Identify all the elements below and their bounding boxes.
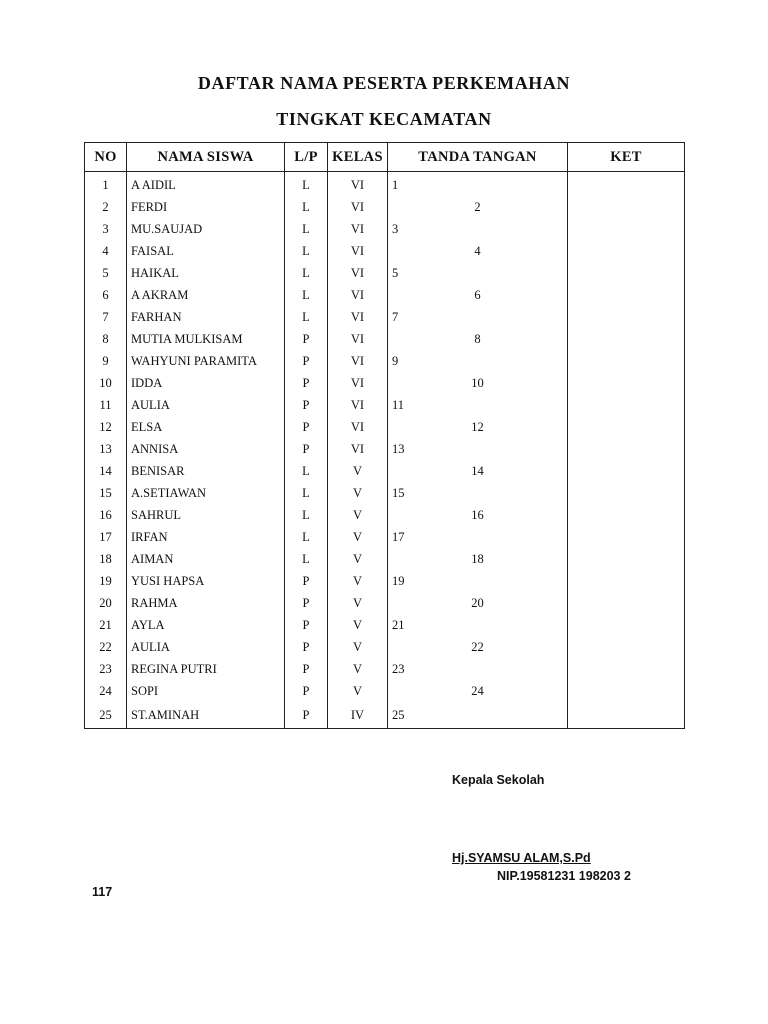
cell-tanda-tangan: 2 <box>388 196 568 218</box>
cell-kelas: V <box>328 592 388 614</box>
cell-nama-siswa: BENISAR <box>127 460 285 482</box>
cell-kelas: V <box>328 570 388 592</box>
cell-ket <box>568 658 685 680</box>
cell-lp: L <box>285 460 328 482</box>
cell-lp: P <box>285 350 328 372</box>
cell-nama-siswa: IRFAN <box>127 526 285 548</box>
table-row <box>85 172 685 197</box>
cell-nama-siswa: FERDI <box>127 196 285 218</box>
cell-ket <box>568 614 685 636</box>
cell-no: 21 <box>85 614 127 636</box>
cell-ket <box>568 548 685 570</box>
cell-nama-siswa: WAHYUNI PARAMITA <box>127 350 285 372</box>
cell-kelas: V <box>328 548 388 570</box>
cell-lp: P <box>285 570 328 592</box>
cell-kelas: VI <box>328 196 388 218</box>
cell-ket <box>568 636 685 658</box>
cell-nama-siswa: AULIA <box>127 636 285 658</box>
cell-no: 18 <box>85 548 127 570</box>
cell-no: 16 <box>85 504 127 526</box>
cell-kelas: IV <box>328 702 388 729</box>
cell-lp: L <box>285 306 328 328</box>
cell-kelas: VI <box>328 262 388 284</box>
header-ket: KET <box>568 143 685 172</box>
cell-kelas: VI <box>328 394 388 416</box>
cell-no: 5 <box>85 262 127 284</box>
cell-lp: L <box>285 504 328 526</box>
cell-tanda-tangan: 21 <box>388 614 568 636</box>
cell-lp: P <box>285 680 328 702</box>
cell-ket <box>568 680 685 702</box>
table-row <box>85 614 685 636</box>
cell-no: 10 <box>85 372 127 394</box>
cell-nama-siswa: MUTIA MULKISAM <box>127 328 285 350</box>
cell-lp: P <box>285 658 328 680</box>
table-row <box>85 416 685 438</box>
cell-ket <box>568 394 685 416</box>
signature-nip: NIP.19581231 198203 2 <box>497 869 631 883</box>
cell-nama-siswa: FARHAN <box>127 306 285 328</box>
table-row <box>85 460 685 482</box>
cell-lp: P <box>285 614 328 636</box>
table-row <box>85 262 685 284</box>
cell-tanda-tangan: 1 <box>388 172 568 197</box>
cell-kelas: V <box>328 460 388 482</box>
cell-tanda-tangan: 14 <box>388 460 568 482</box>
cell-nama-siswa: ANNISA <box>127 438 285 460</box>
cell-kelas: V <box>328 504 388 526</box>
cell-tanda-tangan: 3 <box>388 218 568 240</box>
cell-ket <box>568 284 685 306</box>
cell-no: 9 <box>85 350 127 372</box>
cell-lp: P <box>285 372 328 394</box>
cell-tanda-tangan: 16 <box>388 504 568 526</box>
cell-kelas: V <box>328 636 388 658</box>
cell-lp: P <box>285 438 328 460</box>
cell-no: 8 <box>85 328 127 350</box>
cell-lp: P <box>285 416 328 438</box>
cell-ket <box>568 372 685 394</box>
cell-lp: L <box>285 482 328 504</box>
cell-ket <box>568 482 685 504</box>
cell-tanda-tangan: 8 <box>388 328 568 350</box>
cell-tanda-tangan: 4 <box>388 240 568 262</box>
table-row <box>85 240 685 262</box>
cell-no: 7 <box>85 306 127 328</box>
cell-lp: P <box>285 592 328 614</box>
cell-ket <box>568 504 685 526</box>
table-row <box>85 482 685 504</box>
cell-kelas: V <box>328 526 388 548</box>
cell-lp: L <box>285 196 328 218</box>
cell-nama-siswa: A AIDIL <box>127 172 285 197</box>
table-row <box>85 526 685 548</box>
cell-nama-siswa: A.SETIAWAN <box>127 482 285 504</box>
cell-no: 22 <box>85 636 127 658</box>
cell-ket <box>568 526 685 548</box>
cell-tanda-tangan: 13 <box>388 438 568 460</box>
document-title: DAFTAR NAMA PESERTA PERKEMAHAN <box>197 73 571 93</box>
cell-no: 11 <box>85 394 127 416</box>
cell-no: 6 <box>85 284 127 306</box>
header-row <box>85 143 685 172</box>
cell-ket <box>568 438 685 460</box>
cell-lp: P <box>285 636 328 658</box>
cell-tanda-tangan: 24 <box>388 680 568 702</box>
cell-no: 2 <box>85 196 127 218</box>
cell-nama-siswa: MU.SAUJAD <box>127 218 285 240</box>
cell-tanda-tangan: 7 <box>388 306 568 328</box>
table-row <box>85 372 685 394</box>
cell-kelas: VI <box>328 438 388 460</box>
table-row <box>85 504 685 526</box>
header-lp: L/P <box>285 143 328 172</box>
cell-ket <box>568 262 685 284</box>
header-kelas: KELAS <box>328 143 388 172</box>
table-row <box>85 570 685 592</box>
cell-tanda-tangan: 6 <box>388 284 568 306</box>
cell-ket <box>568 218 685 240</box>
header-nama-siswa: NAMA SISWA <box>127 143 285 172</box>
cell-kelas: VI <box>328 172 388 197</box>
cell-lp: L <box>285 526 328 548</box>
cell-no: 24 <box>85 680 127 702</box>
cell-kelas: VI <box>328 240 388 262</box>
cell-ket <box>568 702 685 729</box>
table-row <box>85 350 685 372</box>
cell-no: 1 <box>85 172 127 197</box>
cell-lp: L <box>285 548 328 570</box>
table-row <box>85 218 685 240</box>
table-row <box>85 592 685 614</box>
cell-no: 14 <box>85 460 127 482</box>
cell-lp: L <box>285 240 328 262</box>
cell-kelas: V <box>328 614 388 636</box>
cell-kelas: VI <box>328 350 388 372</box>
table-row <box>85 636 685 658</box>
cell-ket <box>568 350 685 372</box>
cell-no: 3 <box>85 218 127 240</box>
cell-kelas: VI <box>328 372 388 394</box>
cell-lp: P <box>285 394 328 416</box>
cell-ket <box>568 306 685 328</box>
cell-nama-siswa: SAHRUL <box>127 504 285 526</box>
cell-tanda-tangan: 22 <box>388 636 568 658</box>
cell-ket <box>568 416 685 438</box>
cell-nama-siswa: AIMAN <box>127 548 285 570</box>
cell-tanda-tangan: 19 <box>388 570 568 592</box>
cell-tanda-tangan: 20 <box>388 592 568 614</box>
cell-no: 19 <box>85 570 127 592</box>
cell-no: 23 <box>85 658 127 680</box>
cell-lp: P <box>285 702 328 729</box>
table-row <box>85 548 685 570</box>
cell-tanda-tangan: 18 <box>388 548 568 570</box>
document-subtitle: TINGKAT KECAMATAN <box>276 109 492 129</box>
cell-ket <box>568 328 685 350</box>
cell-no: 12 <box>85 416 127 438</box>
cell-nama-siswa: A AKRAM <box>127 284 285 306</box>
cell-lp: L <box>285 262 328 284</box>
cell-no: 4 <box>85 240 127 262</box>
page-number: 117 <box>92 885 113 899</box>
signature-name: Hj.SYAMSU ALAM,S.Pd <box>452 851 591 865</box>
table-row <box>85 284 685 306</box>
cell-lp: L <box>285 172 328 197</box>
table-row <box>85 702 685 729</box>
table-body <box>85 172 685 729</box>
table-header <box>85 143 685 172</box>
table-row <box>85 438 685 460</box>
cell-tanda-tangan: 17 <box>388 526 568 548</box>
cell-tanda-tangan: 15 <box>388 482 568 504</box>
cell-kelas: VI <box>328 328 388 350</box>
table-row <box>85 658 685 680</box>
table-row <box>85 680 685 702</box>
cell-kelas: VI <box>328 218 388 240</box>
cell-nama-siswa: AULIA <box>127 394 285 416</box>
cell-nama-siswa: ELSA <box>127 416 285 438</box>
cell-no: 13 <box>85 438 127 460</box>
cell-ket <box>568 460 685 482</box>
cell-tanda-tangan: 12 <box>388 416 568 438</box>
participant-table <box>84 142 685 729</box>
cell-no: 20 <box>85 592 127 614</box>
cell-kelas: V <box>328 680 388 702</box>
cell-lp: L <box>285 218 328 240</box>
cell-no: 15 <box>85 482 127 504</box>
cell-no: 25 <box>85 702 127 729</box>
cell-tanda-tangan: 25 <box>388 702 568 729</box>
cell-ket <box>568 592 685 614</box>
cell-kelas: VI <box>328 416 388 438</box>
cell-tanda-tangan: 9 <box>388 350 568 372</box>
cell-nama-siswa: YUSI HAPSA <box>127 570 285 592</box>
cell-ket <box>568 172 685 197</box>
signature-role: Kepala Sekolah <box>452 773 545 787</box>
cell-nama-siswa: REGINA PUTRI <box>127 658 285 680</box>
cell-tanda-tangan: 5 <box>388 262 568 284</box>
cell-nama-siswa: RAHMA <box>127 592 285 614</box>
cell-ket <box>568 240 685 262</box>
table-row <box>85 394 685 416</box>
cell-nama-siswa: AYLA <box>127 614 285 636</box>
cell-kelas: V <box>328 658 388 680</box>
cell-kelas: VI <box>328 284 388 306</box>
cell-kelas: VI <box>328 306 388 328</box>
cell-tanda-tangan: 11 <box>388 394 568 416</box>
cell-tanda-tangan: 10 <box>388 372 568 394</box>
cell-nama-siswa: HAIKAL <box>127 262 285 284</box>
cell-nama-siswa: ST.AMINAH <box>127 702 285 729</box>
cell-nama-siswa: FAISAL <box>127 240 285 262</box>
cell-lp: P <box>285 328 328 350</box>
table-row <box>85 196 685 218</box>
header-no: NO <box>85 143 127 172</box>
cell-nama-siswa: IDDA <box>127 372 285 394</box>
table-row <box>85 306 685 328</box>
cell-no: 17 <box>85 526 127 548</box>
header-tanda-tangan: TANDA TANGAN <box>388 143 568 172</box>
cell-nama-siswa: SOPI <box>127 680 285 702</box>
cell-ket <box>568 570 685 592</box>
cell-lp: L <box>285 284 328 306</box>
table-row <box>85 328 685 350</box>
cell-tanda-tangan: 23 <box>388 658 568 680</box>
cell-ket <box>568 196 685 218</box>
cell-kelas: V <box>328 482 388 504</box>
